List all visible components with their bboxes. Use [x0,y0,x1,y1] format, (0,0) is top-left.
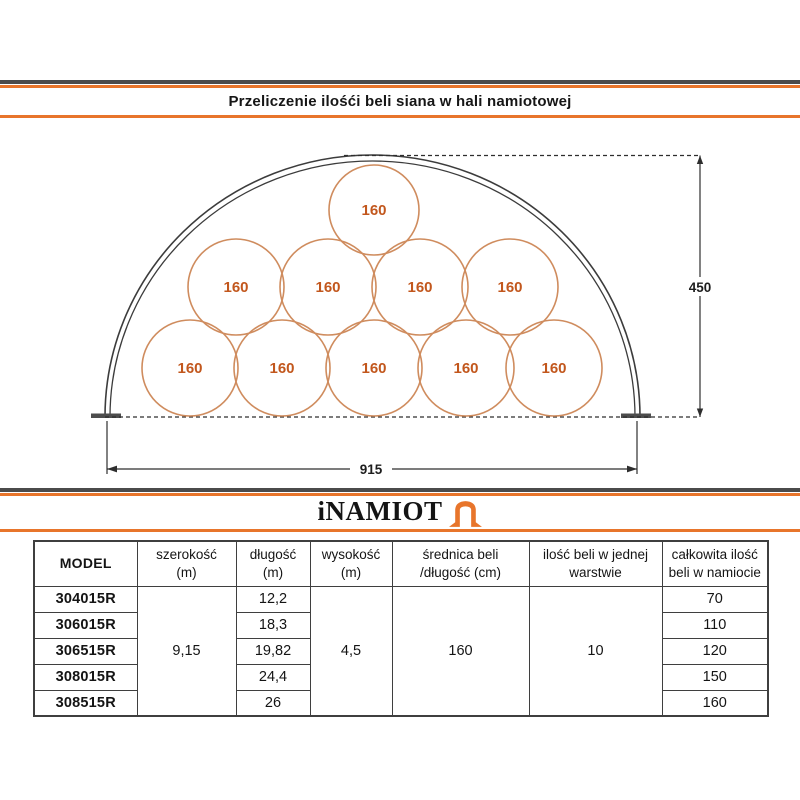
col-header-dlugosc: długość (m) [236,541,310,586]
bale-diameter-label: 160 [407,279,433,296]
calkowita-cell: 120 [662,638,768,664]
szerokosc-cell: 9,15 [137,586,236,716]
calkowita-cell: 70 [662,586,768,612]
ilosc-warstwa-cell: 10 [529,586,662,716]
col-header-wysokosc: wysokość (m) [310,541,392,586]
divider-rule-orange [0,529,800,532]
col-header-srednica: średnica beli /długość (cm) [392,541,529,586]
width-dimension-label: 915 [359,462,383,477]
brand-logo-text: iNAMIOT [317,496,443,526]
divider-rule-orange [0,115,800,118]
model-cell: 308015R [34,664,137,690]
title-band [0,80,800,118]
bale-diameter-label: 160 [269,360,295,377]
bale-diameter-label: 160 [361,360,387,377]
width-dimension [107,421,637,478]
model-cell: 304015R [34,586,137,612]
divider-bar-dark [0,488,800,492]
bale-diameter-label: 160 [497,279,523,296]
height-dimension-label: 450 [688,280,712,295]
page-title: Przeliczenie ilośći beli siana w hali namiotowej [228,93,572,110]
bale-diameter-label: 160 [177,360,203,377]
table-row [34,586,768,612]
dlugosc-cell: 26 [236,690,310,716]
divider-bar-dark [0,80,800,84]
col-header-szerokosc: szerokość (m) [137,541,236,586]
model-cell: 308515R [34,690,137,716]
col-header-ilosc-warstwa: ilość beli w jednej warstwie [529,541,662,586]
bale-diameter-label: 160 [361,202,387,219]
table-header-row [34,541,768,586]
dlugosc-cell: 19,82 [236,638,310,664]
calkowita-cell: 150 [662,664,768,690]
tent-bales-diagram [0,140,800,500]
dlugosc-cell: 18,3 [236,612,310,638]
bale-diameter-label: 160 [223,279,249,296]
calkowita-cell: 160 [662,690,768,716]
col-header-calkowita: całkowita ilość beli w namiocie [662,541,768,586]
srednica-cell: 160 [392,586,529,716]
bale-spec-table [33,540,769,717]
tent-arch-icon [448,497,483,528]
wysokosc-cell: 4,5 [310,586,392,716]
logo-band [0,488,800,532]
col-header-model: MODEL [34,541,137,586]
height-dimension [686,156,714,418]
calkowita-cell: 110 [662,612,768,638]
dlugosc-cell: 12,2 [236,586,310,612]
bale-diameter-label: 160 [315,279,341,296]
dlugosc-cell: 24,4 [236,664,310,690]
model-cell: 306515R [34,638,137,664]
bale-diameter-label: 160 [453,360,479,377]
bale-diameter-label: 160 [541,360,567,377]
model-cell: 306015R [34,612,137,638]
